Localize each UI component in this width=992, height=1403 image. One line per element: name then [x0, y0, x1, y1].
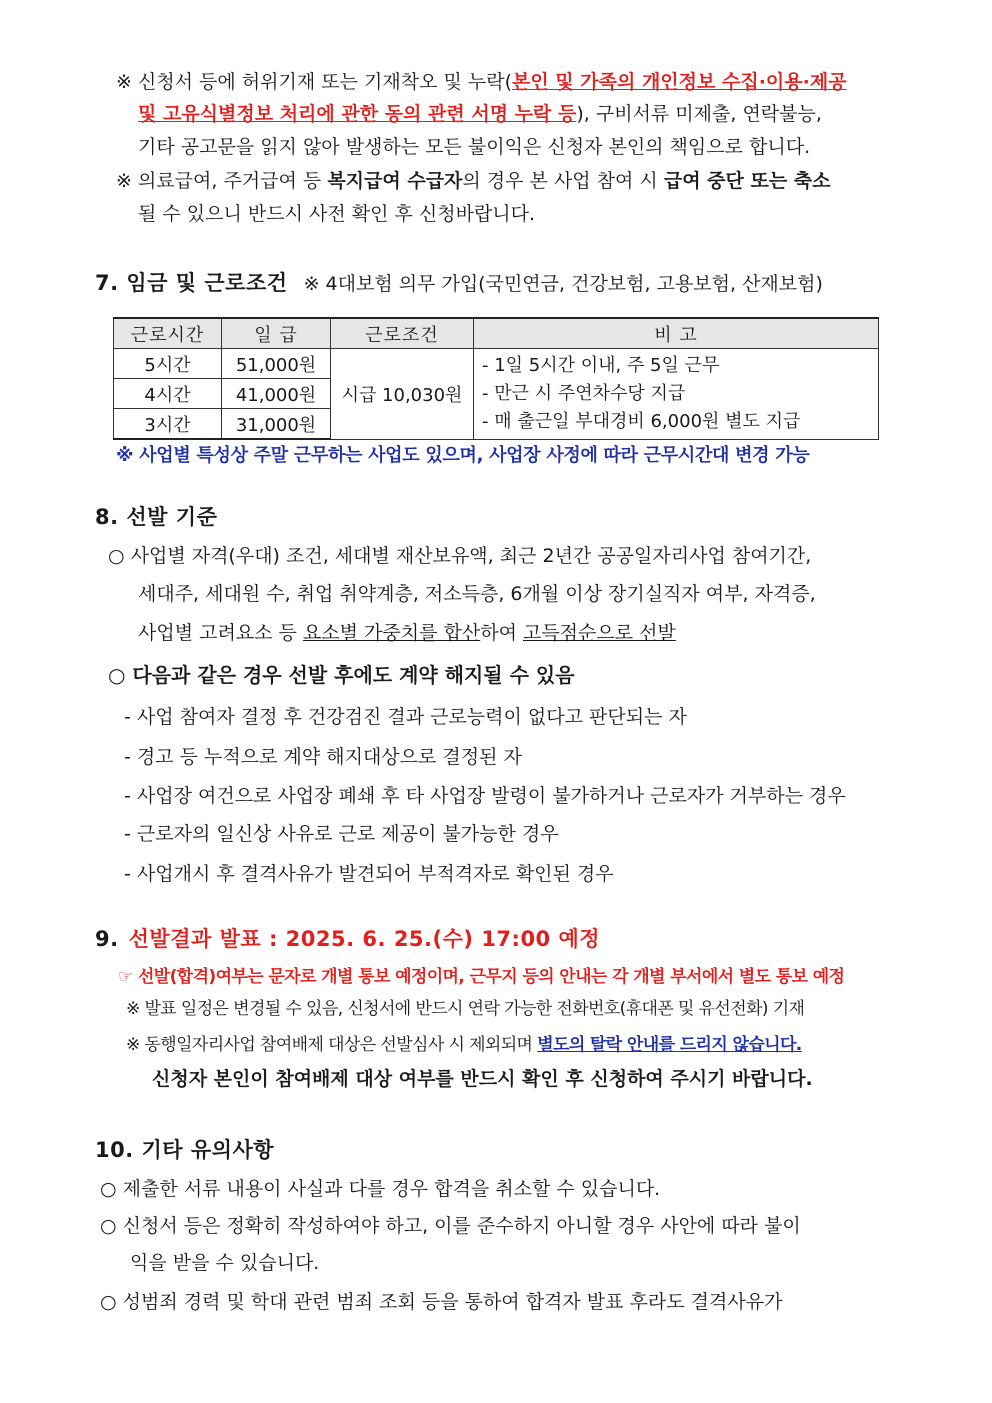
note-false-entry: ※ 신청서 등에 허위기재 또는 기재착오 및 누락(본인 및 가족의 개인정보 수집·이용·제공 — [116, 71, 847, 93]
hourly-wage-cell: 시급 10,030원 — [331, 349, 474, 440]
list-item: ○ 제출한 서류 내용이 사실과 다를 경우 합격을 취소할 수 있습니다. — [100, 1178, 661, 1200]
announcement-date: 선발결과 발표 : 2025. 6. 25.(수) 17:00 예정 — [128, 927, 601, 951]
selection-criteria-line1: ○ 사업별 자격(우대) 조건, 세대별 재산보유액, 최근 2년간 공공일자리사업 참여기간, — [108, 545, 812, 567]
wage-table — [113, 317, 879, 440]
table-row: 3시간 31,000원 — [114, 409, 879, 440]
selection-criteria-line2: 세대주, 세대원 수, 취업 취약계층, 저소득층, 6개월 이상 장기실직자 여부, 자격증, — [138, 583, 816, 605]
list-item: - 사업장 여건으로 사업장 폐쇄 후 타 사업장 발령이 불가하거나 근로자가 거부하는 경우 — [124, 785, 846, 807]
termination-heading: ○ 다음과 같은 경우 선발 후에도 계약 해지될 수 있음 — [108, 663, 575, 687]
table-row: 5시간 51,000원 시급 10,030원 - 1일 5시간 이내, 주 5일 근무 - 만근 시 주연차수당 지급 - 매 출근일 부대경비 6,000원 별도 지급 — [114, 349, 879, 379]
announcement-note2: ※ 동행일자리사업 참여배제 대상은 선발심사 시 제외되며 별도의 탈락 안내를 드리지 않습니다. — [126, 1035, 802, 1055]
list-item: - 경고 등 누적으로 계약 해지대상으로 결정된 자 — [124, 746, 522, 768]
selection-criteria-line3: 사업별 고려요소 등 요소별 가중치를 합산하여 고득점순으로 선발 — [138, 622, 676, 644]
list-item: - 사업 참여자 결정 후 건강검진 결과 근로능력이 없다고 판단되는 자 — [124, 706, 687, 728]
header-notes: 비 고 — [474, 318, 879, 349]
note-welfare-benefit: ※ 의료급여, 주거급여 등 복지급여 수급자의 경우 본 사업 참여 시 급여 중단 또는 축소 — [116, 170, 831, 192]
section8-heading: 8. 선발 기준 — [95, 505, 218, 529]
note-welfare-benefit-line2: 될 수 있으니 반드시 사전 확인 후 신청바랍니다. — [138, 203, 536, 225]
header-daily-pay: 일 급 — [222, 318, 331, 349]
notification-notice: ☞ 선발(합격)여부는 문자로 개별 통보 예정이며, 근무지 등의 안내는 각 개별 부서에서 별도 통보 예정 — [118, 967, 845, 987]
list-item: ○ 성범죄 경력 및 학대 관련 범죄 조회 등을 통하여 합격자 발표 후라도 결격사유가 — [100, 1291, 783, 1313]
section9-heading: 9. 선발결과 발표 : 2025. 6. 25.(수) 17:00 예정 — [95, 927, 601, 951]
announcement-note1: ※ 발표 일정은 변경될 수 있음, 신청서에 반드시 연락 가능한 전화번호(휴대폰 및 유선전화) 기재 — [126, 999, 805, 1019]
note-false-entry-line2: 및 고유식별정보 처리에 관한 동의 관련 서명 누락 등), 구비서류 미제출, 연락불능, — [138, 103, 822, 125]
list-item: - 근로자의 일신상 사유로 근로 제공이 불가능한 경우 — [124, 823, 559, 845]
header-condition: 근로조건 — [331, 318, 474, 349]
list-item: - 사업개시 후 결격사유가 발견되어 부적격자로 확인된 경우 — [124, 863, 614, 885]
wage-table-header — [114, 318, 879, 349]
table-row: 4시간 41,000원 — [114, 379, 879, 409]
wage-notes-cell: - 1일 5시간 이내, 주 5일 근무 - 만근 시 주연차수당 지급 - 매 출근일 부대경비 6,000원 별도 지급 — [474, 349, 879, 440]
consent-warning-red: 본인 및 가족의 개인정보 수집·이용·제공 — [511, 71, 847, 93]
list-item-continuation: 익을 받을 수 있습니다. — [130, 1252, 320, 1274]
section10-heading: 10. 기타 유의사항 — [95, 1138, 275, 1162]
list-item: ○ 신청서 등은 정확히 작성하여야 하고, 이를 준수하지 아니할 경우 사안에 따라 불이 — [100, 1215, 801, 1237]
note-false-entry-line3: 기타 공고문을 읽지 않아 발생하는 모든 불이익은 신청자 본인의 책임으로 합니다. — [138, 136, 811, 158]
announcement-note3: 신청자 본인이 참여배제 대상 여부를 반드시 확인 후 신청하여 주시기 바랍니다. — [152, 1068, 813, 1090]
header-hours: 근로시간 — [114, 318, 222, 349]
section7-heading: 7. 임금 및 근로조건 ※ 4대보험 의무 가입(국민연금, 건강보험, 고용보험, 산재보험) — [95, 271, 823, 295]
section7-footnote: ※ 사업별 특성상 주말 근무하는 사업도 있으며, 사업장 사정에 따라 근무시간대 변경 가능 — [116, 445, 810, 466]
